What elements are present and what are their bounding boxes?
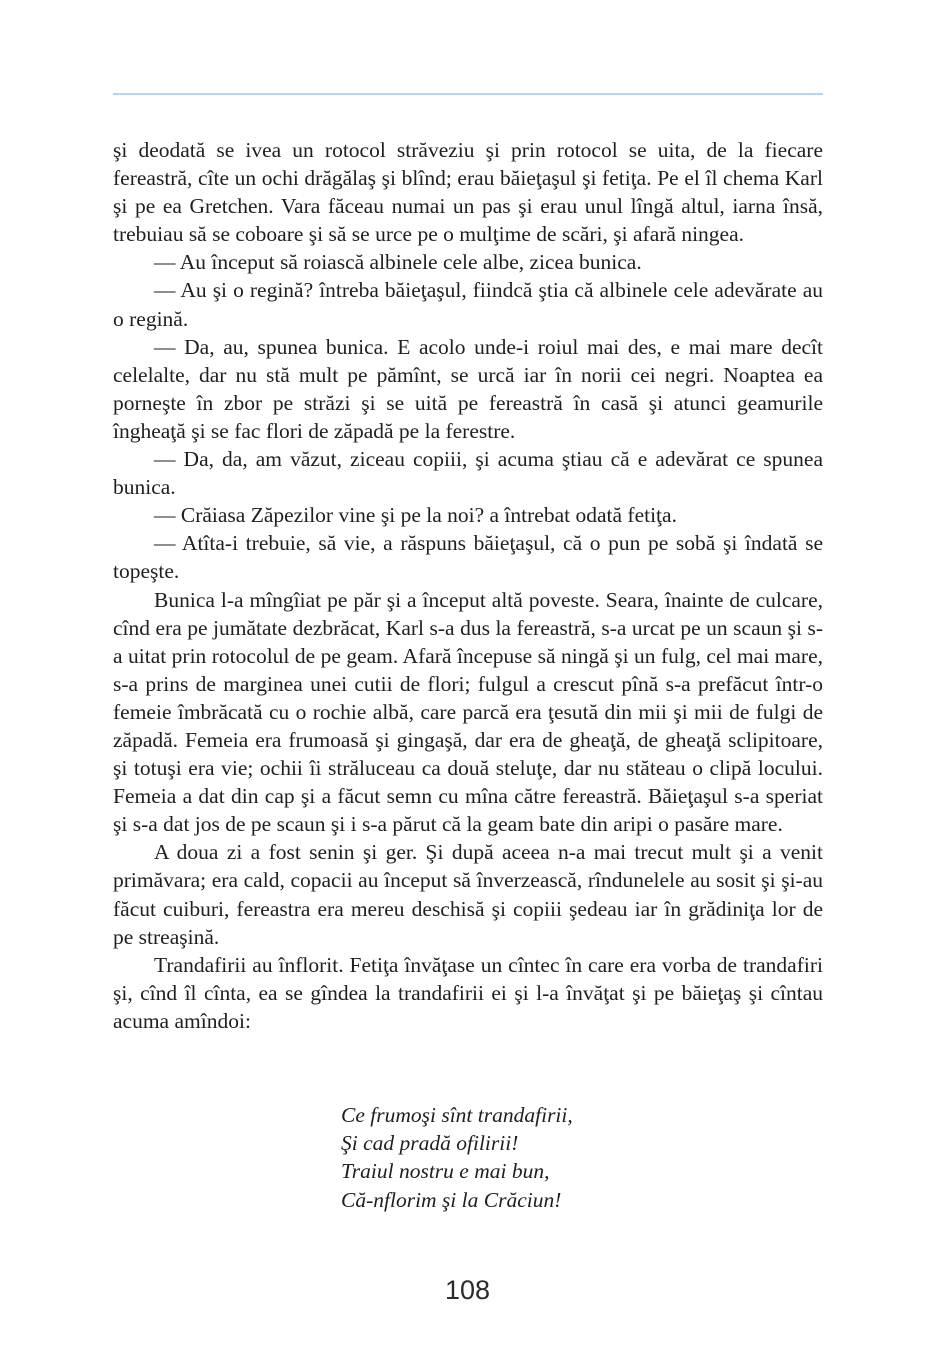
header-rule — [113, 93, 823, 95]
poem — [341, 1101, 573, 1214]
poem-line: Traiul nostru e mai bun, — [341, 1159, 550, 1184]
paragraph: şi deodată se ivea un rotocol străveziu şi prin rotocol se uita, de la fiecare fereastră, cîte un ochi drăgălaş şi blînd; erau băieţaşul şi fetiţa. Pe el îl chema Karl şi pe ea Gretchen. Vara făceau numai un pas şi erau unul lîngă altul, iarna însă, trebuiau să se coboare şi să se urce pe o mulţime de scări, şi afară ningea. — [113, 138, 823, 247]
poem-line: Ce frumoşi sînt trandafirii, — [341, 1103, 573, 1127]
paragraph: — Atîta-i trebuie, să vie, a răspuns băieţaşul, că o pun pe sobă şi îndată se topeşte. — [113, 531, 823, 584]
paragraph: — Da, da, am văzut, ziceau copiii, şi acuma ştiau că e adevărat ce spunea bunica. — [113, 447, 823, 500]
body-text — [113, 136, 823, 1035]
poem-line: Că-nflorim şi la Crăciun! — [341, 1187, 562, 1212]
paragraph: — Au şi o regină? întreba băieţaşul, fiindcă ştia că albinele cele adevărate au o regină. — [113, 278, 823, 331]
paragraph: — Da, au, spunea bunica. E acolo unde-i roiul mai des, e mai mare decît celelalte, dar nu stă mult pe pămînt, se urcă iar în norii cei negri. Noaptea ea porneşte în zbor pe străzi şi se uită pe fereastră în casă şi atunci geamurile îngheaţă şi se fac flori de zăpadă pe la ferestre. — [113, 334, 823, 443]
paragraph: Trandafirii au înflorit. Fetiţa învăţase un cîntec în care era vorba de trandafiri şi, cînd îl cînta, ea se gîndea la trandafirii ei şi l-a învăţat şi pe băieţaş şi cîntau acuma amîndoi: — [113, 952, 823, 1033]
poem-line: Şi cad pradă ofilirii! — [341, 1131, 519, 1156]
paragraph: A doua zi a fost senin şi ger. Şi după aceea n-a mai trecut mult şi a venit primăvara; era cald, copacii au început să înverzească, rîndunelele au sosit şi şi-au făcut cuiburi, fereastra era mereu deschisă şi copiii şedeau iar în grădiniţa lor de pe streaşină. — [113, 840, 823, 949]
page-number: 108 — [444, 1275, 491, 1305]
paragraph: Bunica l-a mîngîiat pe păr şi a început altă poveste. Seara, înainte de culcare, cînd era pe jumătate dezbrăcat, Karl s-a dus la fereastră, s-a urcat pe un scaun şi s-a uitat prin rotocolul de pe geam. Afară începuse să ningă şi un fulg, cel mai mare, s-a prins de marginea unei cutii de flori; fulgul a crescut pînă s-a prefăcut într-o femeie îmbrăcată cu o rochie albă, care parcă era ţesută din mii şi mii de fulgi de zăpadă. Femeia era frumoasă şi gingaşă, dar era de gheaţă, de gheaţă sclipitoare, şi totuşi era vie; ochii îi străluceau ca două steluţe, dar nu stăteau o clipă locului. Femeia a dat din cap şi a făcut semn cu mîna către fereastră. Băieţaşul s-a speriat şi s-a dat jos de pe scaun şi i s-a părut că la geam bate din aripi o pasăre mare. — [113, 587, 823, 837]
paragraph: — Au început să roiască albinele cele albe, zicea bunica. — [154, 250, 642, 275]
paragraph: — Crăiasa Zăpezilor vine şi pe la noi? a întrebat odată fetiţa. — [154, 503, 677, 528]
